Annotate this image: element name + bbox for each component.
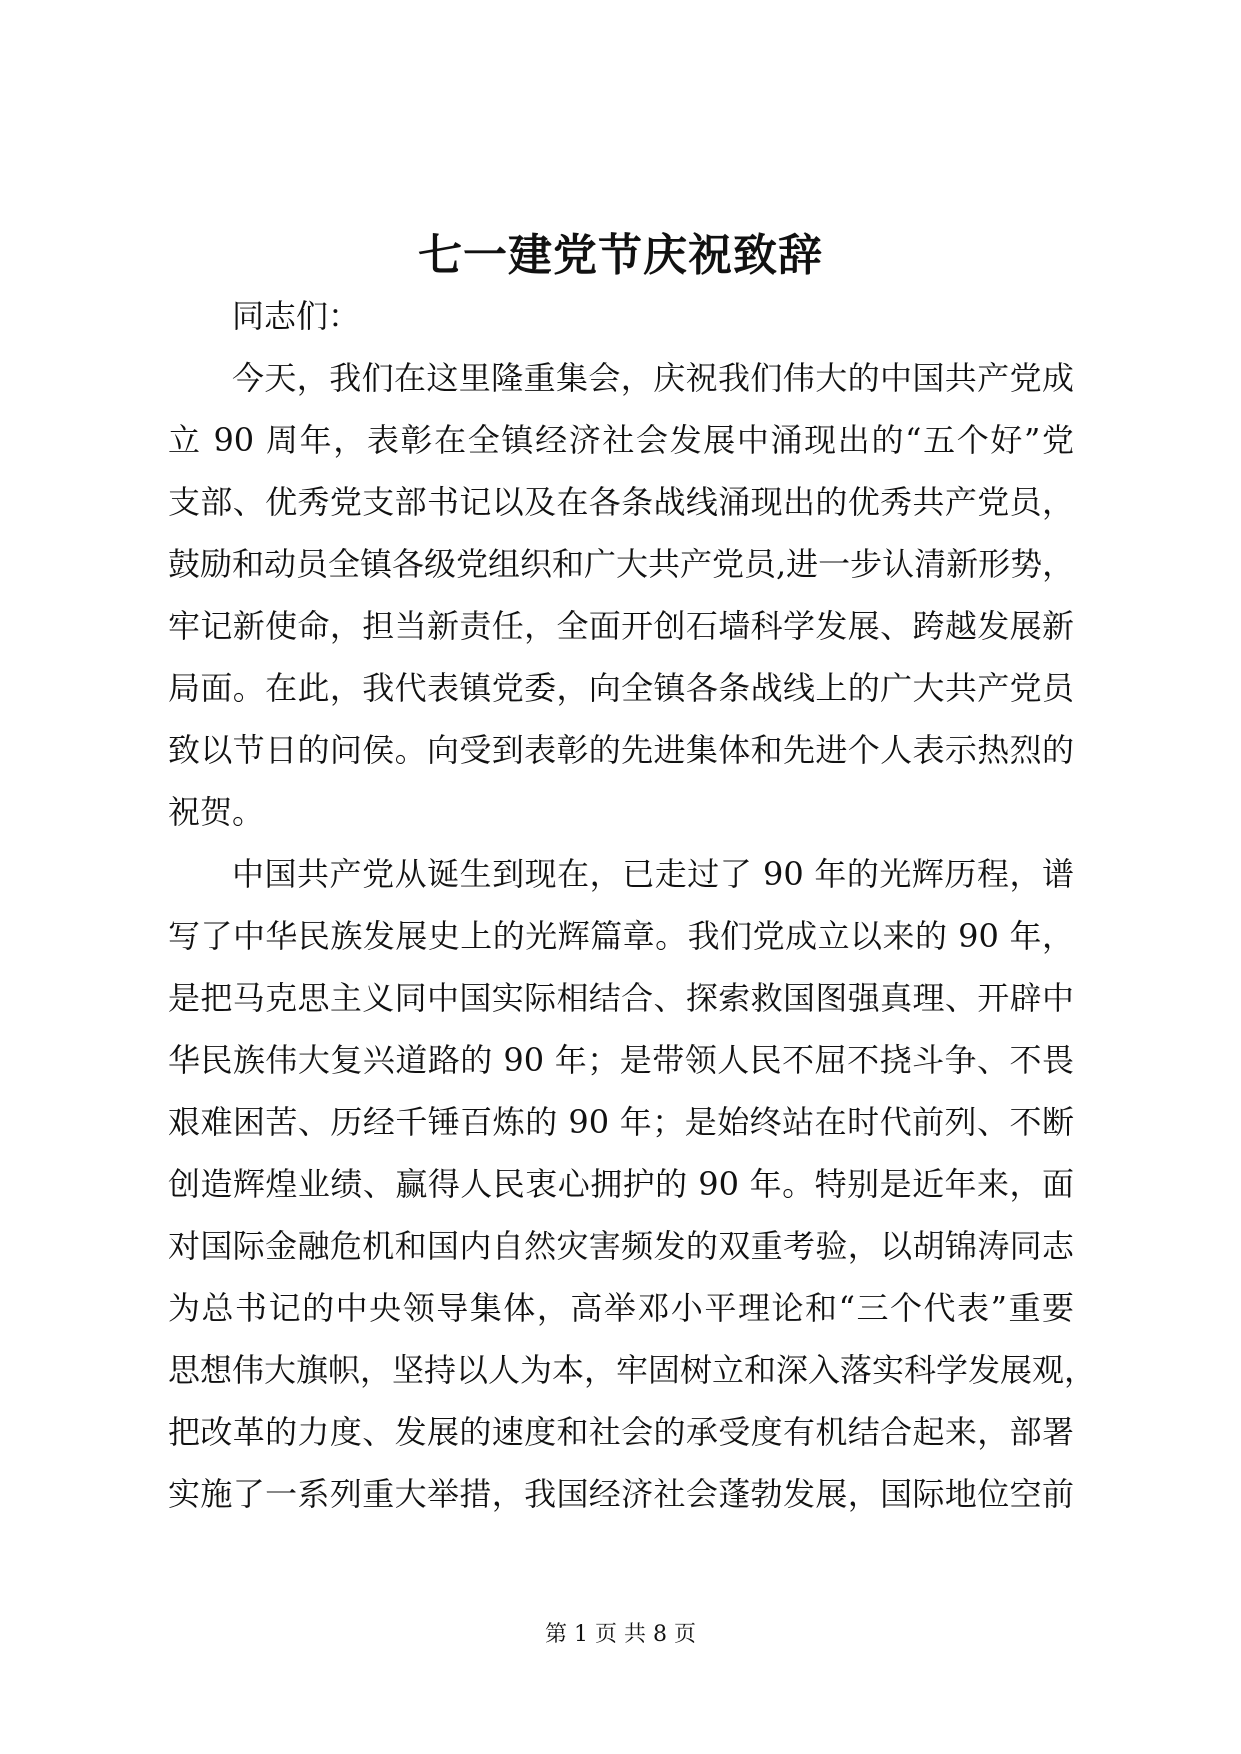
paragraph-line: 致以节日的问侯。向受到表彰的先进集体和先进个人表示热烈的 xyxy=(168,731,1074,769)
paragraph-line: 今天，我们在这里隆重集会，庆祝我们伟大的中国共产党成 xyxy=(232,359,1074,397)
paragraph-line: 把改革的力度、发展的速度和社会的承受度有机结合起来，部署 xyxy=(168,1413,1074,1451)
paragraph-line: 支部、优秀党支部书记以及在各条战线涌现出的优秀共产党员， xyxy=(168,483,1074,521)
document-body xyxy=(168,285,1097,1525)
paragraph-line: 写了中华民族发展史上的光辉篇章。我们党成立以来的 90 年， xyxy=(168,917,1074,955)
document-title: 七一建党节庆祝致辞 xyxy=(418,230,823,281)
paragraph-line: 立 90 周年，表彰在全镇经济社会发展中涌现出的“五个好”党 xyxy=(168,421,1074,459)
paragraph-line: 对国际金融危机和国内自然灾害频发的双重考验，以胡锦涛同志 xyxy=(168,1227,1074,1265)
paragraph-line: 局面。在此，我代表镇党委，向全镇各条战线上的广大共产党员 xyxy=(168,669,1074,707)
paragraph-line: 为总书记的中央领导集体，高举邓小平理论和“三个代表”重要 xyxy=(168,1289,1074,1327)
paragraph-line: 艰难困苦、历经千锤百炼的 90 年；是始终站在时代前列、不断 xyxy=(168,1103,1074,1141)
paragraph-line: 是把马克思主义同中国实际相结合、探索救国图强真理、开辟中 xyxy=(168,979,1074,1017)
paragraph-line: 牢记新使命，担当新责任，全面开创石墙科学发展、跨越发展新 xyxy=(168,607,1074,645)
paragraph-line: 中国共产党从诞生到现在，已走过了 90 年的光辉历程，谱 xyxy=(232,855,1074,893)
paragraph-line: 实施了一系列重大举措，我国经济社会蓬勃发展，国际地位空前 xyxy=(168,1475,1074,1513)
paragraph-line: 华民族伟大复兴道路的 90 年；是带领人民不屈不挠斗争、不畏 xyxy=(168,1041,1074,1079)
paragraph-1 xyxy=(168,347,1074,843)
salutation: 同志们： xyxy=(232,297,361,335)
paragraph-line: 思想伟大旗帜，坚持以人为本，牢固树立和深入落实科学发展观， xyxy=(168,1351,1097,1389)
paragraph-2 xyxy=(168,843,1097,1525)
paragraph-line: 鼓励和动员全镇各级党组织和广大共产党员,进一步认清新形势， xyxy=(168,545,1075,583)
page-footer: 第 1 页 共 8 页 xyxy=(545,1622,696,1647)
paragraph-line: 创造辉煌业绩、赢得人民衷心拥护的 90 年。特别是近年来，面 xyxy=(168,1165,1074,1203)
paragraph-line: 祝贺。 xyxy=(168,793,265,831)
